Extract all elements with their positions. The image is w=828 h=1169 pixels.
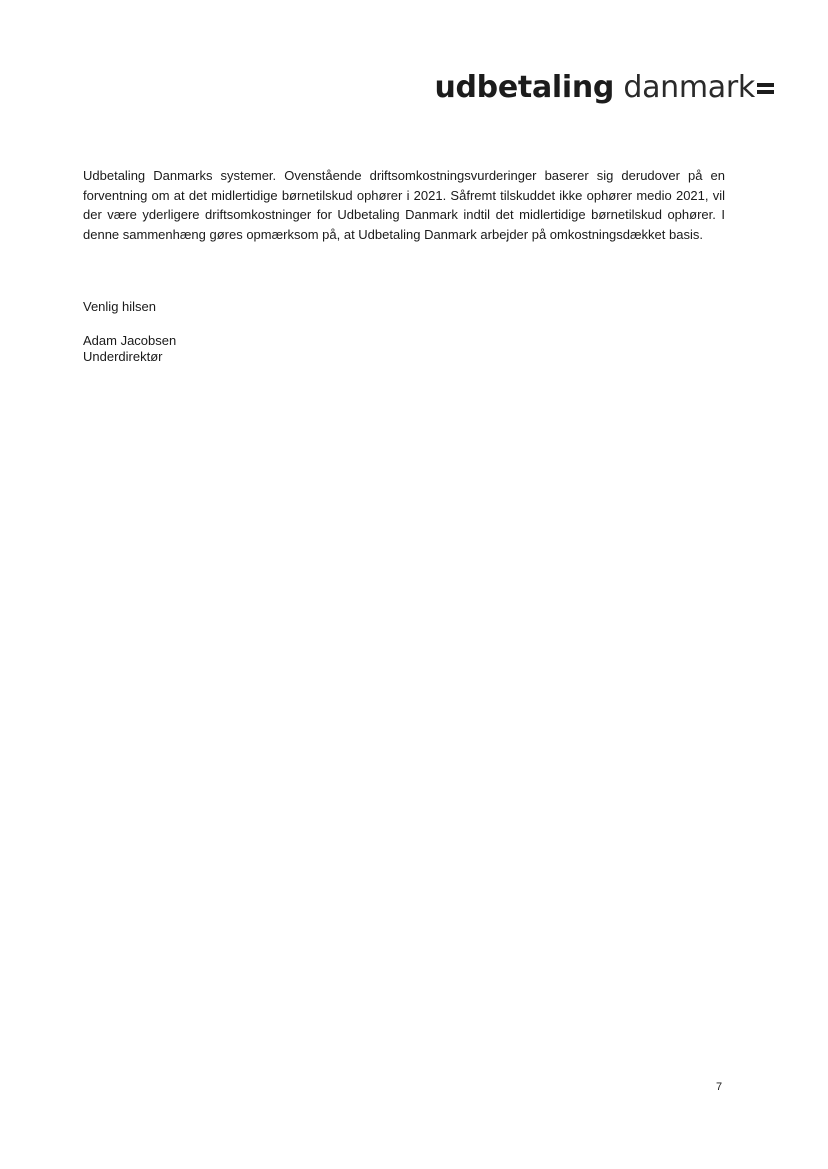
udbetaling-danmark-logo <box>434 68 774 108</box>
signatory-name: Adam Jacobsen <box>83 333 177 348</box>
logo-bold-text: udbetaling <box>434 70 615 105</box>
body-paragraph: Udbetaling Danmarks systemer. Ovenstående driftsomkostningsvurderinger baserer sig derudover på en forventning om at det midlertidige børnetilskud ophører i 2021. Såfremt tilskuddet ikke ophører medio 2021, vil der være yderligere driftsomkostninger for Udbetaling Danmark indtil det midlertidige børnetilskud ophører. I denne sammenhæng gøres opmærksom på, at Udbetaling Danmark arbejder på omkostningsdækket basis. <box>83 168 725 242</box>
closing-greeting: Venlig hilsen <box>83 299 156 314</box>
signature-block <box>83 333 176 365</box>
signatory-title: Underdirektør <box>83 349 163 364</box>
page-number: 7 <box>716 1081 723 1093</box>
logo-equals-icon <box>757 82 774 96</box>
logo-light-text: danmark <box>623 70 755 105</box>
